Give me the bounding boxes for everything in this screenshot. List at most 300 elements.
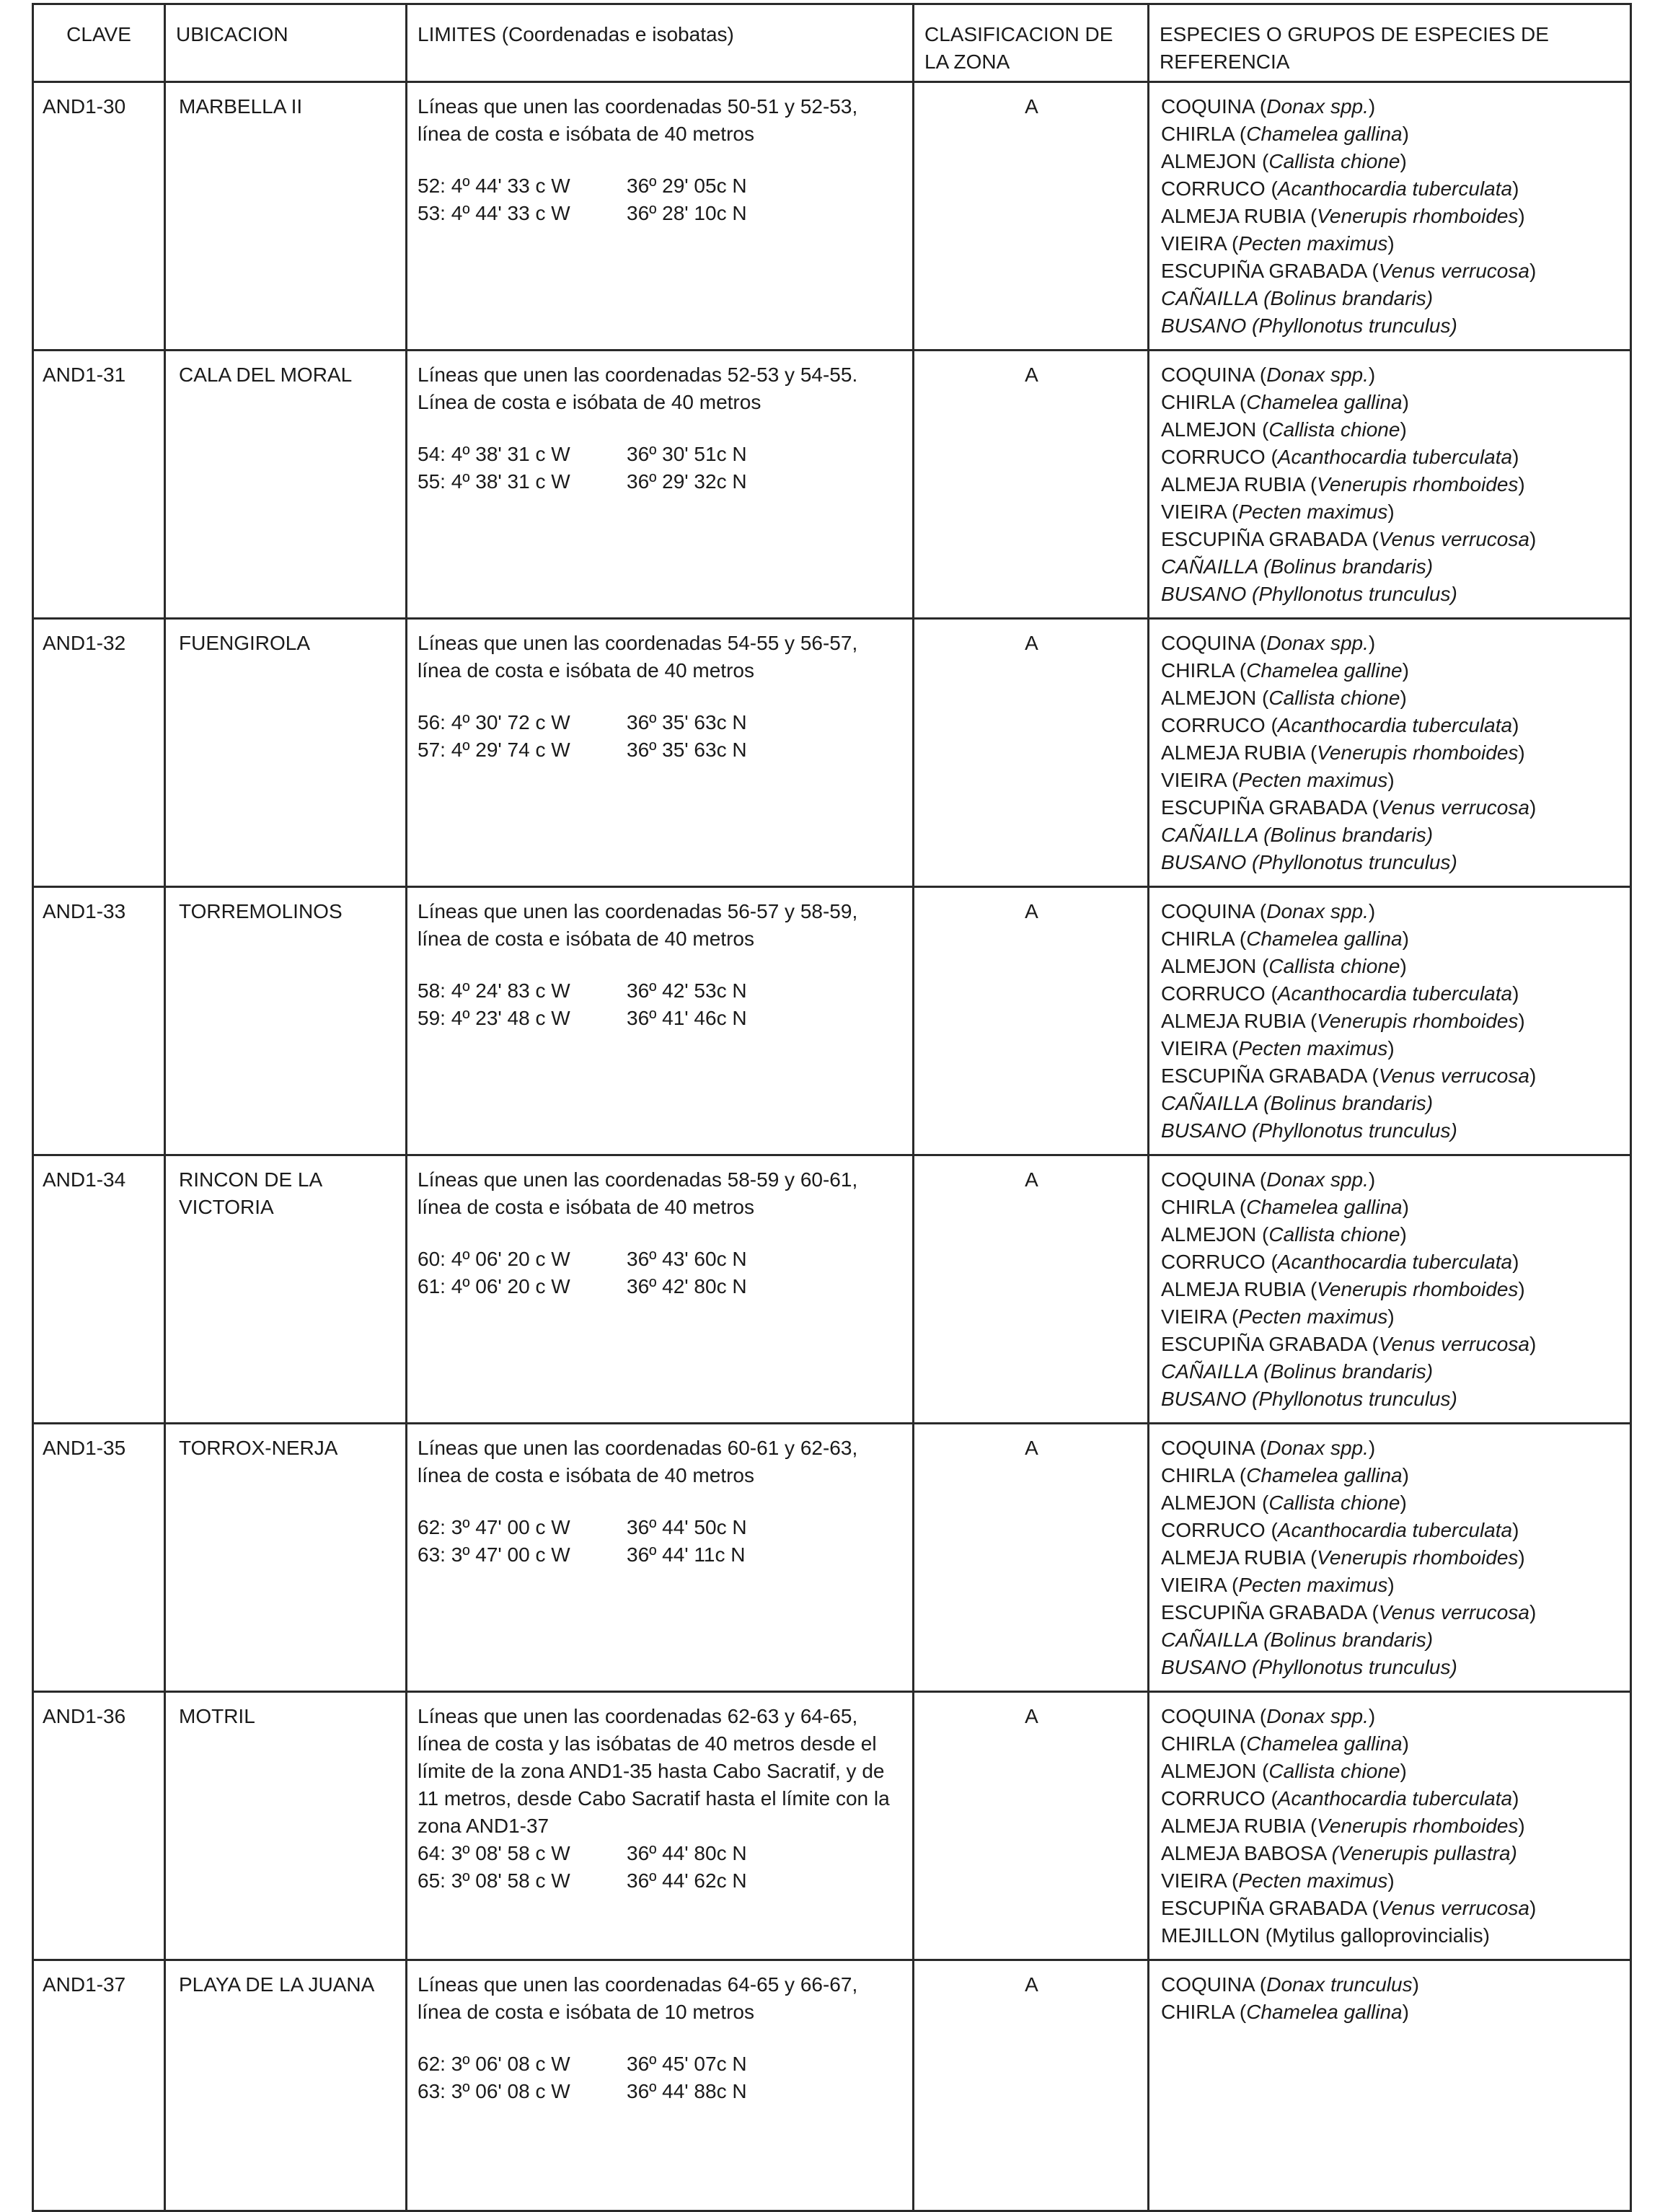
- species-item: [1161, 821, 1621, 849]
- clave-text: AND1-33: [43, 900, 126, 922]
- limites-text: Líneas que unen las coordenadas 58-59 y 60-61, línea de costa e isóbata de 40 metros: [418, 1168, 858, 1218]
- species-close: ): [1518, 741, 1525, 764]
- coordinate-longitude: 59: 4º 23' 48 c W: [418, 1007, 570, 1029]
- zone-table: [32, 3, 1632, 2212]
- species-scientific: Chamelea galline: [1246, 659, 1403, 682]
- cell-limites: [407, 82, 914, 351]
- species-common: CORRUCO (: [1161, 1787, 1278, 1810]
- species-item: [1161, 389, 1621, 416]
- species-item: [1161, 1840, 1621, 1867]
- coordinate-latitude: 36º 43' 60c N: [627, 1248, 747, 1270]
- species-close: ): [1368, 1705, 1376, 1727]
- species-common: ALMEJON (: [1161, 1223, 1269, 1246]
- coordinate-longitude: 60: 4º 06' 20 c W: [418, 1248, 570, 1270]
- species-close: ): [1512, 177, 1519, 200]
- header-limites: LIMITES (Coordenadas e isobatas): [407, 4, 914, 82]
- coordinate-longitude: 56: 4º 30' 72 c W: [418, 711, 570, 733]
- species-close: ): [1368, 1168, 1376, 1191]
- species-item: [1161, 898, 1621, 925]
- clave-text: AND1-34: [43, 1168, 126, 1191]
- clave-text: AND1-37: [43, 1973, 126, 1996]
- table-row: [33, 1424, 1631, 1692]
- cell-clave: [33, 1155, 165, 1424]
- species-scientific: Callista chione: [1268, 418, 1400, 441]
- cell-clave: [33, 351, 165, 619]
- species-common: VIEIRA (: [1161, 1574, 1239, 1596]
- species-scientific: Donax spp.: [1266, 363, 1369, 386]
- species-item: [1161, 312, 1621, 340]
- species-scientific: Acanthocardia tuberculata: [1277, 446, 1513, 468]
- coordinates-block: [418, 2050, 904, 2105]
- species-close: ): [1387, 232, 1395, 255]
- species-item: [1161, 1785, 1621, 1812]
- cell-clave: [33, 82, 165, 351]
- species-scientific: Pecten maximus: [1238, 769, 1388, 791]
- species-close: ): [1400, 1491, 1407, 1514]
- species-common: CORRUCO (: [1161, 177, 1278, 200]
- species-scientific: BUSANO (Phyllonotus trunculus): [1161, 851, 1457, 873]
- species-common: CORRUCO (: [1161, 1251, 1278, 1273]
- cell-clasificacion: [914, 1424, 1149, 1692]
- cell-limites: [407, 619, 914, 887]
- species-common: MEJILLON (Mytilus galloprovincialis): [1161, 1924, 1490, 1947]
- species-close: ): [1402, 2001, 1409, 2023]
- species-scientific: Acanthocardia tuberculata: [1277, 1251, 1513, 1273]
- coordinate-latitude: 36º 35' 63c N: [627, 739, 747, 761]
- limites-text: Líneas que unen las coordenadas 60-61 y 62-63, línea de costa e isóbata de 40 metros: [418, 1437, 858, 1486]
- species-item: [1161, 1062, 1621, 1090]
- species-item: [1161, 794, 1621, 821]
- cell-clave: [33, 1960, 165, 2211]
- species-item: [1161, 416, 1621, 444]
- coordinate-longitude: 62: 3º 47' 00 c W: [418, 1516, 570, 1538]
- species-scientific: Callista chione: [1268, 1760, 1400, 1782]
- species-item: [1161, 1544, 1621, 1572]
- species-scientific: Chamelea gallina: [1246, 1732, 1403, 1755]
- species-close: ): [1529, 1601, 1537, 1623]
- species-item: [1161, 1331, 1621, 1358]
- cell-clave: [33, 887, 165, 1155]
- species-close: ): [1400, 1223, 1407, 1246]
- species-common: COQUINA (: [1161, 363, 1267, 386]
- coordinate-longitude: 53: 4º 44' 33 c W: [418, 202, 570, 224]
- clasificacion-text: A: [1025, 1168, 1038, 1191]
- species-scientific: Chamelea gallina: [1246, 2001, 1403, 2023]
- species-common: VIEIRA (: [1161, 1037, 1239, 1059]
- clasificacion-text: A: [1025, 1705, 1038, 1727]
- coordinate-line: [418, 200, 904, 227]
- table-body: [33, 82, 1631, 2211]
- species-item: [1161, 1703, 1621, 1730]
- cell-especies: [1149, 1155, 1631, 1424]
- species-common: CHIRLA (: [1161, 1732, 1247, 1755]
- species-common: CORRUCO (: [1161, 446, 1278, 468]
- coordinate-line: [418, 1840, 904, 1867]
- species-common: COQUINA (: [1161, 1168, 1267, 1191]
- species-scientific: Venus verrucosa: [1378, 260, 1529, 282]
- species-scientific: Donax spp.: [1266, 95, 1369, 118]
- species-close: ): [1529, 260, 1537, 282]
- species-close: ): [1512, 1787, 1519, 1810]
- table-row: [33, 887, 1631, 1155]
- species-item: [1161, 953, 1621, 980]
- coordinate-latitude: 36º 44' 80c N: [627, 1842, 747, 1864]
- coordinates-block: [418, 1840, 904, 1895]
- cell-ubicacion: [165, 82, 407, 351]
- coordinate-longitude: 55: 4º 38' 31 c W: [418, 470, 570, 493]
- species-close: ): [1402, 927, 1409, 950]
- species-item: [1161, 1758, 1621, 1785]
- species-item: [1161, 1626, 1621, 1654]
- cell-limites: [407, 1155, 914, 1424]
- coordinate-line: [418, 1005, 904, 1032]
- coordinate-longitude: 65: 3º 08' 58 c W: [418, 1869, 570, 1892]
- coordinate-latitude: 36º 44' 88c N: [627, 2080, 747, 2102]
- species-common: VIEIRA (: [1161, 1869, 1239, 1892]
- species-close: ): [1387, 501, 1395, 523]
- species-common: ALMEJON (: [1161, 1760, 1269, 1782]
- species-close: ): [1518, 1278, 1525, 1300]
- coordinate-longitude: 61: 4º 06' 20 c W: [418, 1275, 570, 1297]
- cell-clave: [33, 1424, 165, 1692]
- species-close: ): [1402, 1464, 1409, 1486]
- cell-ubicacion: [165, 1960, 407, 2211]
- species-scientific: Acanthocardia tuberculata: [1277, 177, 1513, 200]
- clave-text: AND1-31: [43, 363, 126, 386]
- species-scientific: Acanthocardia tuberculata: [1277, 1787, 1513, 1810]
- species-common: VIEIRA (: [1161, 501, 1239, 523]
- cell-ubicacion: [165, 351, 407, 619]
- species-close: ): [1387, 769, 1395, 791]
- coordinate-line: [418, 441, 904, 468]
- species-scientific: BUSANO (Phyllonotus trunculus): [1161, 1388, 1457, 1410]
- ubicacion-text: TORROX-NERJA: [179, 1437, 338, 1459]
- species-common: COQUINA (: [1161, 1973, 1267, 1996]
- species-scientific: Venerupis rhomboides: [1317, 741, 1519, 764]
- species-item: [1161, 1730, 1621, 1758]
- limites-text: Líneas que unen las coordenadas 52-53 y 54-55. Línea de costa e isóbata de 40 metros: [418, 363, 858, 413]
- species-common: ESCUPIÑA GRABADA (: [1161, 1897, 1379, 1919]
- ubicacion-text: CALA DEL MORAL: [179, 363, 353, 386]
- cell-especies: [1149, 1960, 1631, 2211]
- species-common: CHIRLA (: [1161, 1196, 1247, 1218]
- coordinate-latitude: 36º 42' 53c N: [627, 979, 747, 1002]
- coordinate-line: [418, 1541, 904, 1569]
- species-common: CHIRLA (: [1161, 2001, 1247, 2023]
- species-common: CHIRLA (: [1161, 659, 1247, 682]
- species-scientific: Pecten maximus: [1238, 1869, 1388, 1892]
- species-close: ): [1402, 391, 1409, 413]
- cell-especies: [1149, 1692, 1631, 1960]
- table-row: [33, 1960, 1631, 2211]
- header-especies: ESPECIES O GRUPOS DE ESPECIES DE REFERENCIA: [1149, 4, 1631, 82]
- clave-text: AND1-30: [43, 95, 126, 118]
- species-common: ESCUPIÑA GRABADA (: [1161, 796, 1379, 819]
- species-item: [1161, 581, 1621, 608]
- coordinate-longitude: 63: 3º 47' 00 c W: [418, 1543, 570, 1566]
- coordinate-line: [418, 2078, 904, 2105]
- species-scientific: Acanthocardia tuberculata: [1277, 1519, 1513, 1541]
- species-item: [1161, 1276, 1621, 1303]
- species-item: [1161, 1385, 1621, 1413]
- coordinate-line: [418, 1867, 904, 1895]
- table-row: [33, 619, 1631, 887]
- species-item: [1161, 925, 1621, 953]
- species-common: ESCUPIÑA GRABADA (: [1161, 528, 1379, 550]
- species-scientific: Pecten maximus: [1238, 501, 1388, 523]
- species-item: [1161, 1435, 1621, 1462]
- species-common: ESCUPIÑA GRABADA (: [1161, 1333, 1379, 1355]
- species-scientific: (Venerupis pullastra): [1331, 1842, 1517, 1864]
- species-common: ALMEJA RUBIA (: [1161, 205, 1317, 227]
- clasificacion-text: A: [1025, 1973, 1038, 1996]
- species-scientific: Chamelea gallina: [1246, 927, 1403, 950]
- species-scientific: Pecten maximus: [1238, 1574, 1388, 1596]
- cell-clasificacion: [914, 82, 1149, 351]
- species-item: [1161, 657, 1621, 684]
- species-item: [1161, 739, 1621, 767]
- species-close: ): [1529, 1065, 1537, 1087]
- species-common: ALMEJON (: [1161, 418, 1269, 441]
- species-item: [1161, 684, 1621, 712]
- coordinate-longitude: 62: 3º 06' 08 c W: [418, 2053, 570, 2075]
- species-common: ESCUPIÑA GRABADA (: [1161, 260, 1379, 282]
- species-item: [1161, 1867, 1621, 1895]
- species-scientific: Venerupis rhomboides: [1317, 1010, 1519, 1032]
- species-item: [1161, 148, 1621, 175]
- coordinates-block: [418, 709, 904, 764]
- species-common: ESCUPIÑA GRABADA (: [1161, 1065, 1379, 1087]
- coordinates-block: [418, 1514, 904, 1569]
- cell-limites: [407, 1692, 914, 1960]
- species-scientific: CAÑAILLA (Bolinus brandaris): [1161, 555, 1434, 578]
- species-scientific: Pecten maximus: [1238, 1037, 1388, 1059]
- limites-text: Líneas que unen las coordenadas 62-63 y 64-65, línea de costa y las isóbatas de 40 metros desde el límite de la zona AND1-35 hasta Cabo Sacratif, y de 11 metros, desde Cabo Sacratif hasta el límite con la zona AND1-37: [418, 1705, 890, 1837]
- cell-clasificacion: [914, 887, 1149, 1155]
- species-scientific: CAÑAILLA (Bolinus brandaris): [1161, 1360, 1434, 1383]
- species-common: ALMEJA RUBIA (: [1161, 1278, 1317, 1300]
- species-item: [1161, 1489, 1621, 1517]
- species-common: ALMEJON (: [1161, 687, 1269, 709]
- coordinate-latitude: 36º 44' 50c N: [627, 1516, 747, 1538]
- species-item: [1161, 230, 1621, 257]
- species-close: ): [1518, 1010, 1525, 1032]
- coordinate-latitude: 36º 30' 51c N: [627, 443, 747, 465]
- clave-text: AND1-35: [43, 1437, 126, 1459]
- clasificacion-text: A: [1025, 363, 1038, 386]
- limites-text: Líneas que unen las coordenadas 54-55 y 56-57, línea de costa e isóbata de 40 metros: [418, 632, 858, 682]
- species-item: [1161, 1462, 1621, 1489]
- species-scientific: Pecten maximus: [1238, 1305, 1388, 1328]
- species-item: [1161, 1035, 1621, 1062]
- species-common: ALMEJON (: [1161, 955, 1269, 977]
- cell-especies: [1149, 619, 1631, 887]
- clasificacion-text: A: [1025, 632, 1038, 654]
- species-close: ): [1518, 1815, 1525, 1837]
- species-item: [1161, 93, 1621, 120]
- species-item: [1161, 1971, 1621, 1999]
- species-close: ): [1512, 446, 1519, 468]
- limites-text: Líneas que unen las coordenadas 56-57 y 58-59, línea de costa e isóbata de 40 metros: [418, 900, 858, 950]
- coordinates-block: [418, 977, 904, 1032]
- cell-especies: [1149, 887, 1631, 1155]
- species-item: [1161, 361, 1621, 389]
- species-item: [1161, 1166, 1621, 1194]
- cell-limites: [407, 1424, 914, 1692]
- coordinate-latitude: 36º 35' 63c N: [627, 711, 747, 733]
- species-item: [1161, 1221, 1621, 1248]
- species-close: ): [1402, 659, 1409, 682]
- header-clasificacion: CLASIFICACION DE LA ZONA: [914, 4, 1149, 82]
- species-common: COQUINA (: [1161, 1437, 1267, 1459]
- species-common: COQUINA (: [1161, 900, 1267, 922]
- coordinate-line: [418, 977, 904, 1005]
- species-item: [1161, 1599, 1621, 1626]
- species-item: [1161, 1517, 1621, 1544]
- species-scientific: Venus verrucosa: [1378, 1601, 1529, 1623]
- species-close: ): [1518, 1546, 1525, 1569]
- species-scientific: Venus verrucosa: [1378, 1065, 1529, 1087]
- species-common: VIEIRA (: [1161, 232, 1239, 255]
- cell-especies: [1149, 1424, 1631, 1692]
- species-scientific: Chamelea gallina: [1246, 1464, 1403, 1486]
- species-item: [1161, 1895, 1621, 1922]
- species-item: [1161, 1812, 1621, 1840]
- species-item: [1161, 120, 1621, 148]
- species-scientific: Donax spp.: [1266, 1168, 1369, 1191]
- species-item: [1161, 1248, 1621, 1276]
- species-item: [1161, 553, 1621, 581]
- cell-ubicacion: [165, 1692, 407, 1960]
- coordinate-latitude: 36º 45' 07c N: [627, 2053, 747, 2075]
- species-common: ALMEJA RUBIA (: [1161, 1815, 1317, 1837]
- clasificacion-text: A: [1025, 1437, 1038, 1459]
- species-scientific: Callista chione: [1268, 150, 1400, 172]
- cell-especies: [1149, 351, 1631, 619]
- species-item: [1161, 1194, 1621, 1221]
- species-item: [1161, 471, 1621, 498]
- species-item: [1161, 1572, 1621, 1599]
- header-row: [33, 4, 1631, 82]
- species-common: ALMEJON (: [1161, 150, 1269, 172]
- species-close: ): [1512, 1251, 1519, 1273]
- species-scientific: Chamelea gallina: [1246, 1196, 1403, 1218]
- species-close: ): [1387, 1574, 1395, 1596]
- cell-clasificacion: [914, 351, 1149, 619]
- species-close: ): [1400, 1760, 1407, 1782]
- species-scientific: Venerupis rhomboides: [1317, 205, 1519, 227]
- species-item: [1161, 526, 1621, 553]
- cell-clasificacion: [914, 1960, 1149, 2211]
- species-item: [1161, 498, 1621, 526]
- species-item: [1161, 712, 1621, 739]
- species-common: CHIRLA (: [1161, 1464, 1247, 1486]
- species-scientific: BUSANO (Phyllonotus trunculus): [1161, 314, 1457, 337]
- species-item: [1161, 849, 1621, 876]
- coordinate-latitude: 36º 44' 62c N: [627, 1869, 747, 1892]
- species-close: ): [1512, 1519, 1519, 1541]
- species-item: [1161, 1358, 1621, 1385]
- cell-ubicacion: [165, 1155, 407, 1424]
- cell-clave: [33, 1692, 165, 1960]
- header-clave: CLAVE: [33, 4, 165, 82]
- species-common: ALMEJON (: [1161, 1491, 1269, 1514]
- species-scientific: Chamelea gallina: [1246, 123, 1403, 145]
- species-common: ALMEJA RUBIA (: [1161, 473, 1317, 495]
- species-scientific: Venus verrucosa: [1378, 1333, 1529, 1355]
- species-item: [1161, 1117, 1621, 1145]
- coordinate-longitude: 52: 4º 44' 33 c W: [418, 175, 570, 197]
- species-common: VIEIRA (: [1161, 769, 1239, 791]
- species-close: ): [1529, 796, 1537, 819]
- cell-especies: [1149, 82, 1631, 351]
- ubicacion-text: TORREMOLINOS: [179, 900, 343, 922]
- clasificacion-text: A: [1025, 95, 1038, 118]
- species-scientific: BUSANO (Phyllonotus trunculus): [1161, 1119, 1457, 1142]
- coordinates-block: [418, 172, 904, 227]
- species-item: [1161, 1090, 1621, 1117]
- coordinates-block: [418, 441, 904, 495]
- species-scientific: Venerupis rhomboides: [1317, 473, 1519, 495]
- species-common: CHIRLA (: [1161, 927, 1247, 950]
- species-scientific: Chamelea gallina: [1246, 391, 1403, 413]
- header-ubicacion: UBICACION: [165, 4, 407, 82]
- cell-ubicacion: [165, 1424, 407, 1692]
- species-common: CORRUCO (: [1161, 982, 1278, 1005]
- species-scientific: Pecten maximus: [1238, 232, 1388, 255]
- species-close: ): [1368, 363, 1376, 386]
- species-scientific: Callista chione: [1268, 955, 1400, 977]
- species-scientific: Donax spp.: [1266, 1705, 1369, 1727]
- coordinate-line: [418, 1246, 904, 1273]
- coordinate-latitude: 36º 29' 05c N: [627, 175, 747, 197]
- species-scientific: Acanthocardia tuberculata: [1277, 714, 1513, 736]
- species-close: ): [1400, 150, 1407, 172]
- species-scientific: CAÑAILLA (Bolinus brandaris): [1161, 287, 1434, 309]
- clave-text: AND1-32: [43, 632, 126, 654]
- coordinate-latitude: 36º 42' 80c N: [627, 1275, 747, 1297]
- species-close: ): [1400, 955, 1407, 977]
- ubicacion-text: MOTRIL: [179, 1705, 255, 1727]
- coordinate-latitude: 36º 41' 46c N: [627, 1007, 747, 1029]
- species-scientific: CAÑAILLA (Bolinus brandaris): [1161, 1092, 1434, 1114]
- species-common: CHIRLA (: [1161, 123, 1247, 145]
- ubicacion-text: RINCON DE LA VICTORIA: [179, 1168, 322, 1218]
- species-scientific: Venerupis rhomboides: [1317, 1815, 1519, 1837]
- species-item: [1161, 257, 1621, 285]
- species-item: [1161, 285, 1621, 312]
- species-close: ): [1518, 205, 1525, 227]
- species-common: COQUINA (: [1161, 1705, 1267, 1727]
- ubicacion-text: FUENGIROLA: [179, 632, 311, 654]
- coordinate-latitude: 36º 44' 11c N: [627, 1543, 746, 1566]
- cell-ubicacion: [165, 619, 407, 887]
- table-row: [33, 1692, 1631, 1960]
- species-close: ): [1402, 1732, 1409, 1755]
- species-scientific: CAÑAILLA (Bolinus brandaris): [1161, 824, 1434, 846]
- species-scientific: Callista chione: [1268, 1491, 1400, 1514]
- species-scientific: Callista chione: [1268, 1223, 1400, 1246]
- species-scientific: Acanthocardia tuberculata: [1277, 982, 1513, 1005]
- species-item: [1161, 203, 1621, 230]
- clave-text: AND1-36: [43, 1705, 126, 1727]
- species-common: VIEIRA (: [1161, 1305, 1239, 1328]
- species-close: ): [1518, 473, 1525, 495]
- cell-limites: [407, 351, 914, 619]
- species-close: ): [1368, 632, 1376, 654]
- species-close: ): [1368, 900, 1376, 922]
- coordinate-line: [418, 709, 904, 736]
